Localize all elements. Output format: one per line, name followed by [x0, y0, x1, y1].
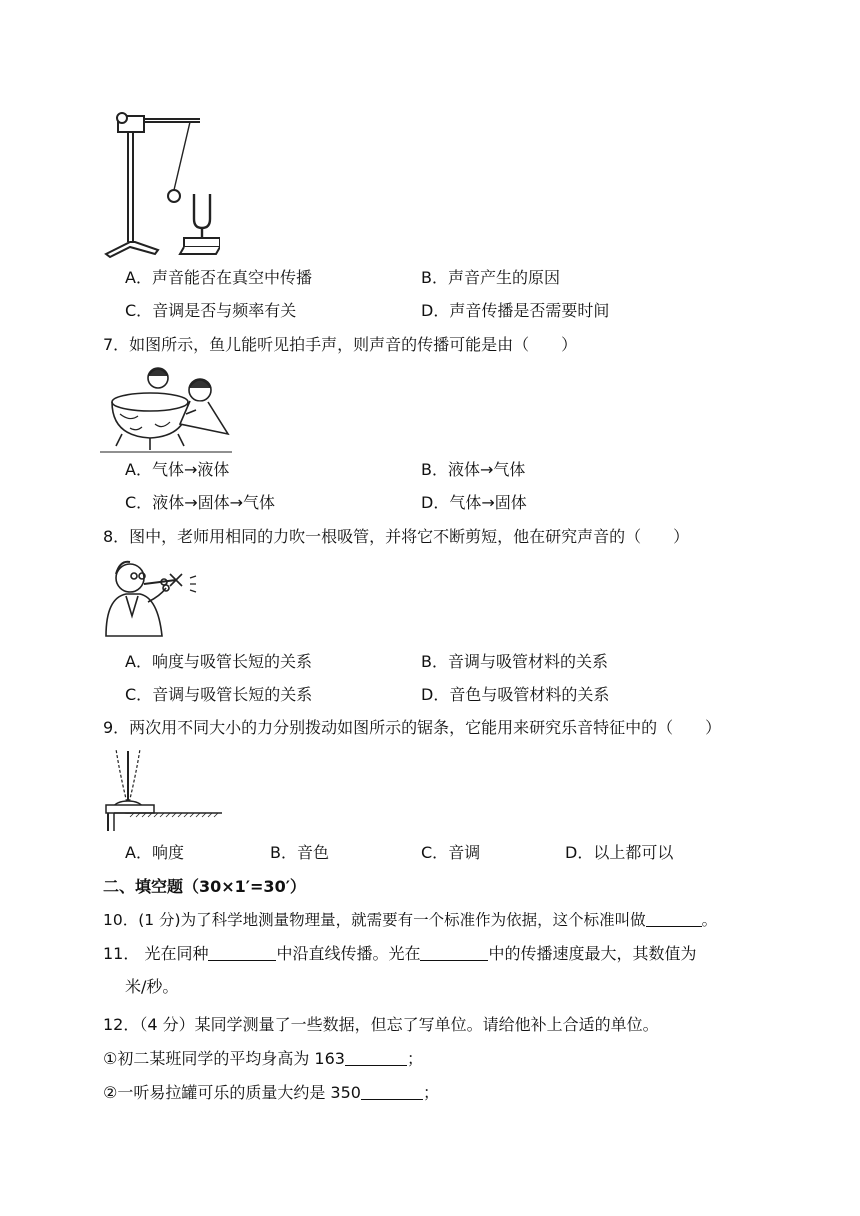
q6-option-d[interactable]	[421, 300, 609, 322]
answer-blank[interactable]	[345, 1048, 407, 1066]
q8-stem: 8．图中，老师用相同的力吹一根吸管，并将它不断剪短，他在研究声音的（ ）	[103, 527, 690, 546]
option-letter: B．	[421, 652, 448, 671]
q9-option-c[interactable]	[421, 842, 480, 864]
option-letter: C．	[421, 843, 449, 862]
option-text: 响度与吸管长短的关系	[151, 652, 312, 671]
q12-item-1	[103, 1048, 423, 1070]
option-text: 气体→液体	[151, 460, 230, 479]
option-text: 声音产生的原因	[447, 268, 560, 287]
q9-option-b[interactable]	[270, 842, 329, 864]
q11	[103, 943, 696, 965]
q8-option-c[interactable]	[125, 684, 312, 706]
option-letter: D．	[421, 493, 450, 512]
option-letter: A．	[125, 268, 152, 287]
q12-item-2-end: ；	[422, 1083, 439, 1102]
option-text: 响度	[151, 843, 184, 862]
option-text: 音色	[296, 843, 329, 862]
q7-option-a[interactable]	[125, 459, 229, 481]
option-letter: C．	[125, 685, 153, 704]
answer-blank[interactable]	[208, 943, 276, 961]
answer-blank[interactable]	[420, 943, 488, 961]
q11-part-c: 中的传播速度最大，其数值为	[488, 944, 697, 963]
option-letter: D．	[421, 685, 450, 704]
q12-stem: 12．（4 分）某同学测量了一些数据，但忘了写单位。请给他补上合适的单位。	[103, 1015, 659, 1034]
option-text: 以上都可以	[593, 843, 674, 862]
option-letter: A．	[125, 652, 152, 671]
option-text: 液体→固体→气体	[152, 493, 276, 512]
option-letter: A．	[125, 843, 152, 862]
option-text: 音调与吸管材料的关系	[447, 652, 608, 671]
q7-stem: 7．如图所示，鱼儿能听见拍手声，则声音的传播可能是由（ ）	[103, 335, 578, 354]
q9-stem: 9．两次用不同大小的力分别拨动如图所示的锯条，它能用来研究乐音特征中的（ ）	[103, 718, 722, 737]
option-text: 音调	[448, 843, 481, 862]
option-letter: B．	[421, 460, 448, 479]
teacher-blowing-straw-figure	[100, 556, 215, 642]
option-letter: B．	[270, 843, 297, 862]
q7-option-c[interactable]	[125, 492, 275, 514]
q8-option-b[interactable]	[421, 651, 608, 673]
fish-bowl-clapping-figure	[100, 364, 235, 454]
q6-option-a[interactable]	[125, 267, 312, 289]
option-letter: D．	[565, 843, 594, 862]
q12-item-1-end: ；	[406, 1049, 423, 1068]
q8-option-d[interactable]	[421, 684, 609, 706]
q6-option-c[interactable]	[125, 300, 296, 322]
q10-text: 10．(1 分)为了科学地测量物理量，就需要有一个标准作为依据，这个标准叫做	[103, 911, 646, 929]
q12-item-2	[103, 1082, 439, 1104]
option-text: 音色与吸管材料的关系	[449, 685, 610, 704]
option-letter: C．	[125, 493, 153, 512]
section-title: 二、填空题（30×1′=30′）	[103, 877, 306, 896]
q7-option-d[interactable]	[421, 492, 527, 514]
q11-part-b: 中沿直线传播。光在	[276, 944, 421, 963]
q10	[103, 909, 717, 931]
option-letter: C．	[125, 301, 153, 320]
option-text: 音调是否与频率有关	[152, 301, 297, 320]
option-text: 液体→气体	[447, 460, 526, 479]
option-text: 声音传播是否需要时间	[449, 301, 610, 320]
vibrating-saw-blade-figure	[100, 745, 225, 835]
pendulum-tuning-fork-figure	[100, 104, 220, 259]
q6-option-b[interactable]	[421, 267, 560, 289]
q9-option-d[interactable]	[565, 842, 673, 864]
q11-line2: 米/秒。	[125, 977, 179, 996]
answer-blank[interactable]	[361, 1082, 423, 1100]
q9-option-a[interactable]	[125, 842, 184, 864]
option-text: 音调与吸管长短的关系	[152, 685, 313, 704]
option-letter: D．	[421, 301, 450, 320]
q12-item-2-text: ②一听易拉罐可乐的质量大约是 350	[103, 1083, 361, 1102]
q11-part-a: 11． 光在同种	[103, 944, 209, 963]
answer-blank[interactable]	[646, 909, 702, 927]
q10-end: 。	[701, 911, 718, 929]
q12-item-1-text: ①初二某班同学的平均身高为 163	[103, 1049, 345, 1068]
q7-option-b[interactable]	[421, 459, 525, 481]
option-text: 气体→固体	[449, 493, 527, 512]
option-letter: B．	[421, 268, 448, 287]
option-text: 声音能否在真空中传播	[151, 268, 312, 287]
q8-option-a[interactable]	[125, 651, 312, 673]
option-letter: A．	[125, 460, 152, 479]
